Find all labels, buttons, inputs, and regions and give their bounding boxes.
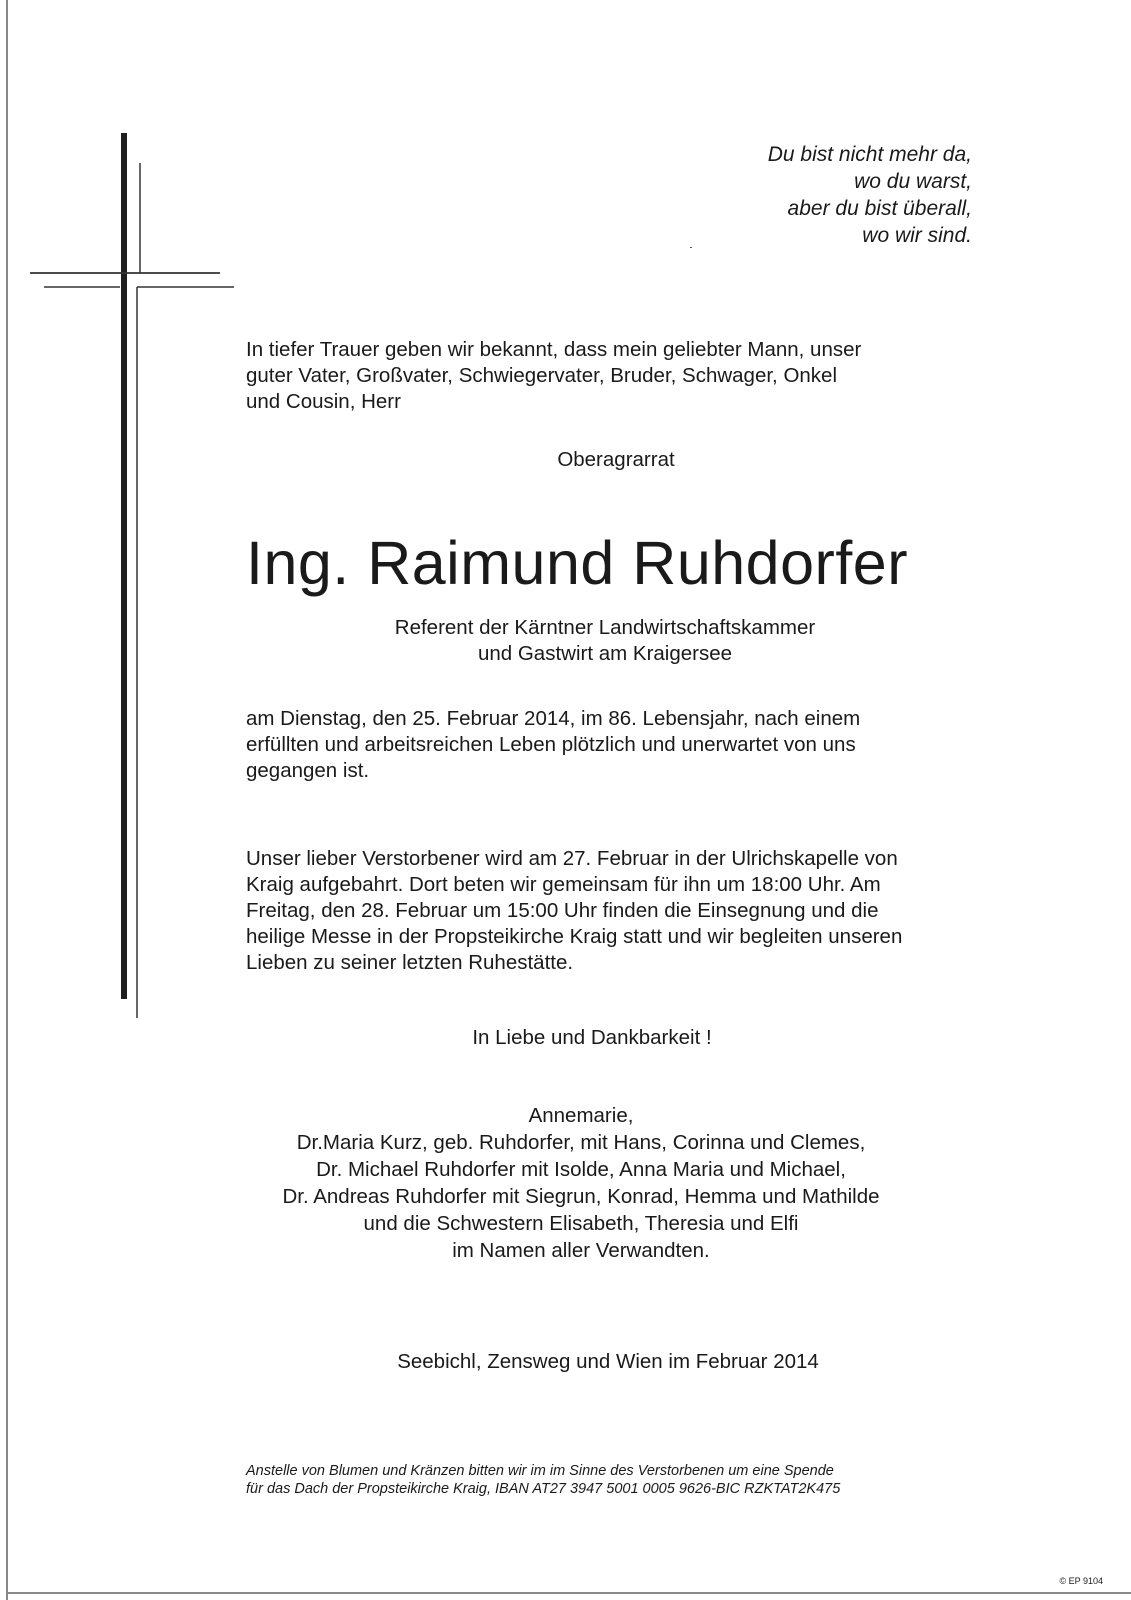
announcement-line: In tiefer Trauer geben wir bekannt, dass mein geliebter Mann, unser — [246, 338, 862, 361]
motto-line: Du bist nicht mehr da, — [767, 143, 972, 166]
funeral-info-line: Kraig aufgebahrt. Dort beten wir gemeinsam für ihn um 18:00 Uhr. Am — [246, 873, 881, 896]
funeral-info-line: Freitag, den 28. Februar um 15:00 Uhr finden die Einsegnung und die — [246, 899, 879, 922]
funeral-info-line: heilige Messe in der Propsteikirche Kraig statt und wir begleiten unseren — [246, 925, 903, 948]
donation-note — [246, 1462, 986, 1498]
death-notice-line: gegangen ist. — [246, 759, 370, 782]
scan-speck — [690, 247, 692, 248]
funeral-info-line: Unser lieber Verstorbener wird am 27. Februar in der Ulrichskapelle von — [246, 847, 898, 870]
motto-quote — [600, 141, 972, 249]
deceased-role-line: Referent der Kärntner Landwirtschaftskammer — [394, 616, 816, 639]
motto-line: wo du warst, — [854, 170, 972, 193]
announcement-paragraph — [246, 337, 986, 415]
deceased-role-line: und Gastwirt am Kraigersee — [477, 642, 733, 665]
motto-line: aber du bist überall, — [787, 197, 972, 220]
mourner-line: Annemarie, — [528, 1104, 634, 1127]
announcement-line: und Cousin, Herr — [246, 390, 401, 413]
deceased-title — [246, 447, 986, 473]
announcement-line: guter Vater, Großvater, Schwiegervater, Bruder, Schwager, Onkel — [246, 364, 837, 387]
death-notice-paragraph — [246, 706, 986, 784]
deceased-title-text: Oberagrarrat — [557, 448, 675, 471]
donation-note-line: für das Dach der Propsteikirche Kraig, IBAN AT27 3947 5001 0005 9626-BIC RZKTAT2K475 — [246, 1481, 841, 1497]
deceased-roles — [235, 615, 975, 667]
funeral-info-paragraph — [246, 846, 986, 976]
mourner-line: Dr. Michael Ruhdorfer mit Isolde, Anna Maria und Michael, — [316, 1158, 846, 1181]
mourner-line: Dr.Maria Kurz, geb. Ruhdorfer, mit Hans, Corinna und Clemes, — [296, 1131, 866, 1154]
cross-icon — [0, 0, 260, 1050]
death-notice-line: am Dienstag, den 25. Februar 2014, im 86. Lebensjahr, nach einem — [246, 707, 861, 730]
death-notice-line: erfüllten und arbeitsreichen Leben plötzlich und unerwartet von uns — [246, 733, 856, 756]
funeral-info-line: Lieben zu seiner letzten Ruhestätte. — [246, 951, 574, 974]
mourner-line: Dr. Andreas Ruhdorfer mit Siegrun, Konrad, Hemma und Mathilde — [282, 1185, 880, 1208]
mourners-list — [211, 1102, 951, 1264]
mourner-line: im Namen aller Verwandten. — [452, 1239, 710, 1262]
donation-note-line: Anstelle von Blumen und Kränzen bitten wir im im Sinne des Verstorbenen um eine Spende — [246, 1463, 834, 1479]
deceased-name: Ing. Raimund Ruhdorfer — [246, 529, 909, 597]
closing-phrase-text: In Liebe und Dankbarkeit ! — [472, 1026, 712, 1049]
print-code: © EP 9104 — [1059, 1576, 1103, 1586]
place-date-text: Seebichl, Zensweg und Wien im Februar 2014 — [397, 1350, 819, 1373]
motto-line: wo wir sind. — [862, 224, 972, 247]
page-border-bottom — [6, 1592, 1131, 1594]
closing-phrase — [222, 1025, 962, 1051]
place-date — [238, 1349, 978, 1375]
mourner-line: und die Schwestern Elisabeth, Theresia und Elfi — [363, 1212, 799, 1235]
